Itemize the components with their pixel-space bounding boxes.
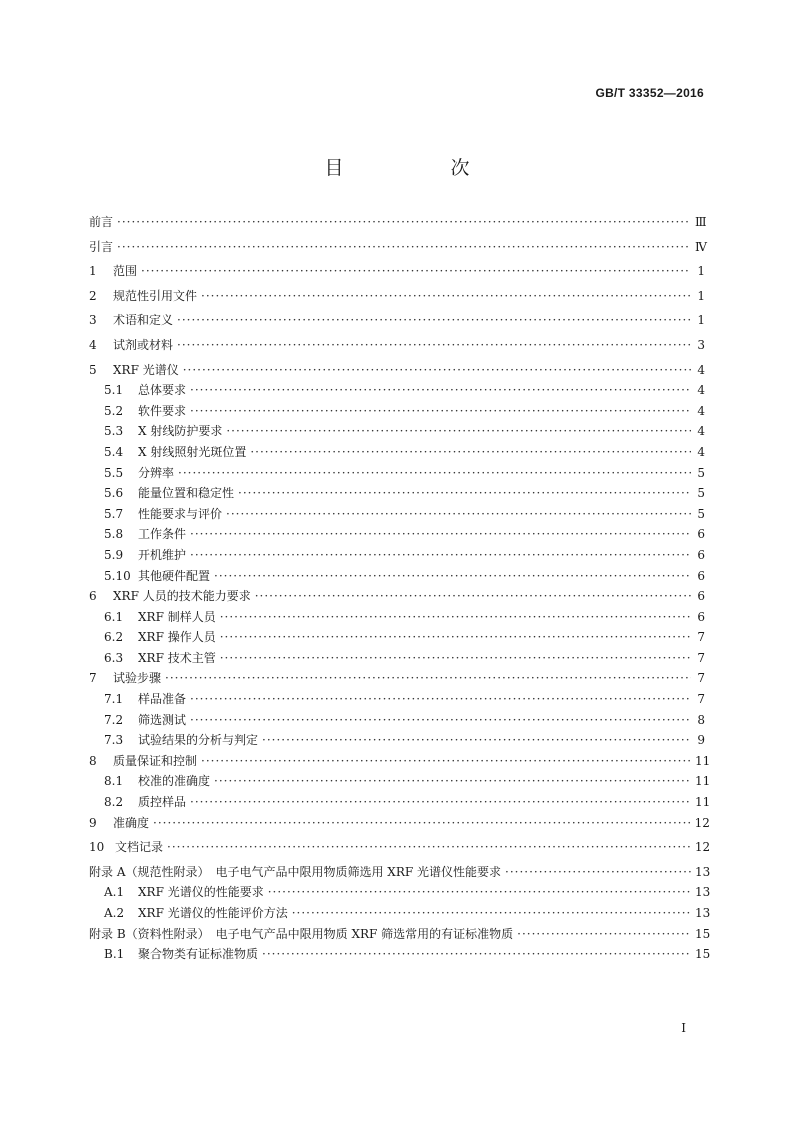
toc-entry-label: 其他硬件配置 [138,568,211,583]
toc-entry-label: 质量保证和控制 [113,753,198,768]
toc-entry[interactable] [89,425,705,437]
toc-entry[interactable] [89,672,705,684]
dot-leader [117,241,691,253]
toc-entry-number: 8 [89,753,97,768]
toc-entry[interactable] [89,840,711,855]
toc-entry[interactable] [89,947,711,962]
toc-entry-label: 规范性引用文件 [113,288,198,303]
toc-entry-number: 6.3 [104,650,124,665]
dot-leader [214,775,691,787]
dot-leader [183,364,691,376]
toc-entry-page: 6 [697,589,705,604]
dot-leader [292,907,691,919]
toc-entry-number: 1 [89,264,97,279]
dot-leader [517,928,691,940]
dot-leader [190,693,691,705]
toc-entry-number: 5.1 [104,383,124,398]
toc-entry-page: 8 [697,712,705,727]
toc-entry-number: 7 [89,671,97,686]
toc-entry-label: XRF 技术主管 [138,650,216,665]
toc-entry[interactable] [89,815,710,830]
toc-entry-label: 范围 [113,264,138,279]
dot-leader [226,508,691,520]
toc-entry-label: 性能要求与评价 [138,506,223,521]
dot-leader [177,339,691,351]
toc-entry[interactable] [89,528,705,540]
toc-entry-number: 6 [89,589,97,604]
toc-entry[interactable] [89,926,711,941]
toc-entry[interactable] [89,339,705,351]
dot-leader [190,528,691,540]
toc-entry-page: 3 [697,337,705,352]
toc-entry[interactable] [89,774,711,789]
toc-entry[interactable] [89,590,705,602]
toc-entry-label: 样品准备 [138,692,187,707]
toc-entry-page: 11 [695,795,711,810]
toc-entry-number: 5.2 [104,403,124,418]
toc-entry[interactable] [89,734,705,746]
toc-entry-number: 7.2 [104,712,124,727]
toc-entry-label: 分辨率 [138,465,175,480]
toc-entry-label: 准确度 [113,815,150,830]
toc-entry-page: 13 [695,885,711,900]
dot-leader [167,841,691,853]
toc-entry-label: XRF 光谱仪的性能要求 [138,885,264,900]
toc-entry-number: 8.1 [104,774,124,789]
dot-leader [178,467,691,479]
dot-leader [226,425,691,437]
toc-entry-label: 软件要求 [138,403,187,418]
toc-entry[interactable] [89,467,705,479]
dot-leader [190,384,691,396]
toc-entry-page: 6 [697,527,705,542]
page-title: 目 次 [324,157,514,179]
toc-entry-label: XRF 光谱仪的性能评价方法 [138,906,288,920]
toc-entry-number: 7.1 [104,692,124,707]
toc-entry[interactable] [89,906,711,920]
toc-entry[interactable] [89,216,705,228]
toc-entry-number: 5.3 [104,424,124,439]
dot-leader [201,290,691,302]
toc-entry-label: XRF 人员的技术能力要求 [113,589,251,604]
dot-leader [190,714,691,726]
toc-entry-page: 15 [695,947,711,962]
toc-entry[interactable] [89,446,705,458]
toc-entry-number: 5 [89,362,97,377]
toc-entry-label: 前言 [89,215,114,229]
toc-entry-label: 文档记录 [115,840,164,855]
toc-entry-page: 4 [697,403,705,418]
dot-leader [190,796,691,808]
toc-entry-number: 8.2 [104,795,124,810]
toc-entry-number: 5.6 [104,486,124,501]
toc-entry-number: 6.2 [104,630,124,645]
toc-entry-page: 1 [697,313,705,328]
toc-entry[interactable] [89,508,705,520]
toc-entry-number: A.2 [104,906,125,920]
toc-entry-label: 引言 [89,239,114,254]
toc-entry-label: 工作条件 [138,527,187,542]
toc-entry-number: 3 [89,313,97,328]
toc-entry-page: 5 [697,506,705,521]
toc-entry[interactable] [89,314,705,326]
toc-entry[interactable] [89,795,711,810]
toc-entry-number: 6.1 [104,609,124,624]
toc-entry-page: 1 [697,288,705,303]
toc-entry-page: 4 [697,383,705,398]
toc-entry-page: 15 [695,926,711,941]
toc-entry-label: 术语和定义 [113,313,174,328]
toc-entry-page: 4 [697,444,705,459]
dot-leader [141,265,691,277]
toc-entry-page: 9 [697,733,705,748]
toc-entry-number: 5.8 [104,527,124,542]
toc-entry-number: 4 [89,337,97,352]
toc-entry[interactable] [89,693,705,705]
toc-entry-page: 4 [697,362,705,377]
toc-entry-label: 校准的准确度 [138,774,211,789]
dot-leader [262,734,691,746]
toc-entry-number: 5.4 [104,444,124,459]
toc-entry[interactable] [89,753,711,768]
dot-leader [165,672,691,684]
dot-leader [255,590,691,602]
toc-entry-number: 5.9 [104,547,124,562]
toc-entry[interactable] [89,611,705,623]
toc-entry-number: 9 [89,815,97,830]
dot-leader [220,611,691,623]
toc-entry-label: X 射线照射光斑位置 [138,444,247,459]
toc-entry[interactable] [89,405,705,417]
toc-entry-label: XRF 制样人员 [138,609,216,624]
toc-entry-page: 13 [695,906,711,920]
toc-entry-page: 5 [697,486,705,501]
toc-entry[interactable] [89,549,705,561]
toc-entry-page: 6 [697,568,705,583]
toc-entry-label: X 射线防护要求 [138,424,223,439]
table-of-contents [89,215,711,969]
toc-entry-page: 7 [697,630,705,645]
toc-entry-label: 开机维护 [138,547,187,562]
toc-entry-page: Ⅲ [695,215,707,229]
toc-entry-number: 10 [89,840,105,855]
dot-leader [268,886,691,898]
dot-leader [505,866,691,878]
toc-entry-page: 6 [697,609,705,624]
dot-leader [250,446,691,458]
toc-entry-number: 2 [89,288,97,303]
toc-entry[interactable] [89,864,711,879]
toc-entry-number: 5.10 [104,568,131,583]
toc-entry-label: 试剂或材料 [113,337,174,352]
toc-entry-page: 11 [695,753,711,768]
dot-leader [190,549,691,561]
toc-entry-page: 7 [697,671,705,686]
dot-leader [238,487,691,499]
toc-entry-page: 12 [694,815,710,830]
toc-entry-page: 7 [697,692,705,707]
toc-entry-number: B.1 [104,947,125,962]
toc-entry[interactable] [89,885,711,900]
toc-entry-label: 质控样品 [138,795,187,810]
toc-entry-number: A.1 [104,885,125,900]
toc-entry-label: 试验步骤 [113,671,162,686]
toc-entry[interactable] [89,570,705,582]
dot-leader [220,631,691,643]
toc-entry[interactable] [89,265,705,277]
toc-entry-label: 附录 A（规范性附录） 电子电气产品中限用物质筛选用 XRF 光谱仪性能要求 [89,864,502,879]
dot-leader [201,755,691,767]
dot-leader [220,652,691,664]
toc-entry-label: 聚合物类有证标准物质 [138,947,259,962]
toc-entry-page: 6 [697,547,705,562]
dot-leader [190,405,691,417]
toc-entry-label: 能量位置和稳定性 [138,486,235,501]
toc-entry-number: 7.3 [104,733,124,748]
toc-entry[interactable] [89,290,705,302]
toc-entry[interactable] [89,364,705,376]
dot-leader [262,948,691,960]
toc-entry-label: 试验结果的分析与判定 [138,733,259,748]
dot-leader [214,570,691,582]
toc-entry[interactable] [89,652,705,664]
toc-entry-page: 13 [695,864,711,879]
toc-entry-page: 11 [695,774,711,789]
dot-leader [177,314,691,326]
toc-entry[interactable] [89,714,705,726]
toc-entry-label: 筛选测试 [138,712,187,727]
toc-entry-page: 1 [697,264,705,279]
toc-entry-page: 12 [694,840,711,855]
toc-entry-label: XRF 操作人员 [138,630,216,645]
toc-entry-page: 5 [697,465,705,480]
toc-entry-page: Ⅳ [695,239,707,254]
toc-entry-label: 总体要求 [138,383,187,398]
toc-entry[interactable] [89,241,705,253]
page-number: I [681,1021,686,1035]
toc-entry-number: 5.5 [104,465,124,480]
toc-entry-label: XRF 光谱仪 [113,362,179,377]
toc-entry-number: 5.7 [104,506,124,521]
standard-code: GB/T 33352—2016 [595,86,704,100]
dot-leader [117,216,691,228]
toc-entry-page: 7 [697,650,705,665]
toc-entry[interactable] [89,631,705,643]
toc-entry-page: 4 [697,424,705,439]
dot-leader [153,817,691,829]
toc-entry[interactable] [89,487,705,499]
toc-entry-label: 附录 B（资料性附录） 电子电气产品中限用物质 XRF 筛选常用的有证标准物质 [89,926,514,941]
toc-entry[interactable] [89,384,705,396]
